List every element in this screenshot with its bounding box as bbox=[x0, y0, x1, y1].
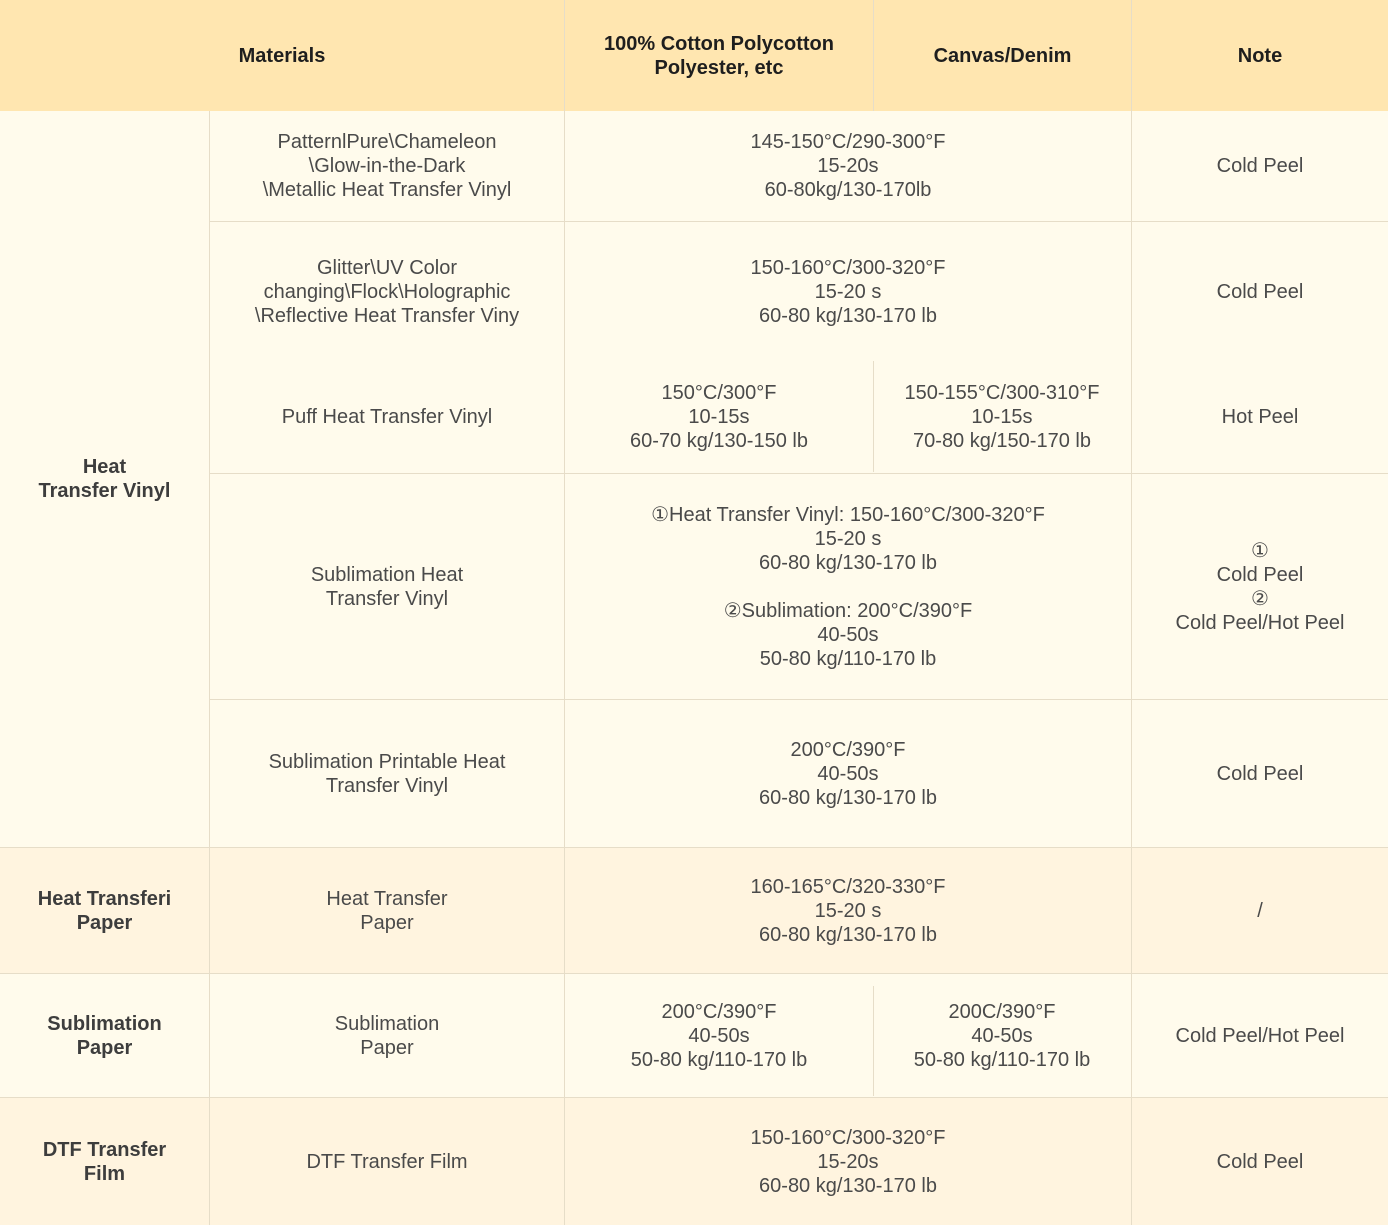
header-materials: Materials bbox=[0, 0, 564, 111]
cotton-settings-cell: 150°C/300°F 10-15s 60-70 kg/130-150 lb bbox=[564, 361, 873, 473]
material-cell: Heat Transfer Paper bbox=[209, 847, 564, 973]
header-canvas: Canvas/Denim bbox=[873, 0, 1131, 111]
note-cell: Cold Peel bbox=[1131, 221, 1388, 361]
material-cell: Sublimation Printable Heat Transfer Vinyl bbox=[209, 699, 564, 847]
canvas-settings-cell: 150-155°C/300-310°F 10-15s 70-80 kg/150-170 lb bbox=[873, 361, 1131, 473]
material-cell: DTF Transfer Film bbox=[209, 1097, 564, 1225]
settings-cell: 150-160°C/300-320°F 15-20 s 60-80 kg/130-170 lb bbox=[564, 221, 1131, 361]
settings-cell: 160-165°C/320-330°F 15-20 s 60-80 kg/130-170 lb bbox=[564, 847, 1131, 973]
settings-cell: ①Heat Transfer Vinyl: 150-160°C/300-320°F 15-20 s 60-80 kg/130-170 lb ②Sublimation: 200°C/390°F 40-50s 50-80 kg/110-170 lb bbox=[564, 473, 1131, 699]
note-cell: / bbox=[1131, 847, 1388, 973]
canvas-settings-cell: 200C/390°F 40-50s 50-80 kg/110-170 lb bbox=[873, 973, 1131, 1097]
settings-cell: 145-150°C/290-300°F 15-20s 60-80kg/130-170lb bbox=[564, 111, 1131, 221]
note-cell: Cold Peel bbox=[1131, 699, 1388, 847]
note-cell: Hot Peel bbox=[1131, 361, 1388, 473]
header-note: Note bbox=[1131, 0, 1388, 111]
note-cell: Cold Peel bbox=[1131, 1097, 1388, 1225]
material-cell: Sublimation Heat Transfer Vinyl bbox=[209, 473, 564, 699]
material-cell: PatternlPure\Chameleon \Glow-in-the-Dark \Metallic Heat Transfer Vinyl bbox=[209, 111, 564, 221]
material-cell: Glitter\UV Color changing\Flock\Holographic \Reflective Heat Transfer Viny bbox=[209, 221, 564, 361]
cotton-settings-cell: 200°C/390°F 40-50s 50-80 kg/110-170 lb bbox=[564, 973, 873, 1097]
material-cell: Puff Heat Transfer Vinyl bbox=[209, 361, 564, 473]
note-cell: ① Cold Peel ② Cold Peel/Hot Peel bbox=[1131, 473, 1388, 699]
settings-cell: 150-160°C/300-320°F 15-20s 60-80 kg/130-170 lb bbox=[564, 1097, 1131, 1225]
material-cell: Sublimation Paper bbox=[209, 973, 564, 1097]
category-dtf-transfer-film: DTF Transfer Film bbox=[0, 1097, 209, 1225]
category-heat-transfer-paper: Heat Transferi Paper bbox=[0, 847, 209, 973]
settings-cell: 200°C/390°F 40-50s 60-80 kg/130-170 lb bbox=[564, 699, 1131, 847]
note-cell: Cold Peel/Hot Peel bbox=[1131, 973, 1388, 1097]
category-heat-transfer-vinyl: Heat Transfer Vinyl bbox=[0, 111, 209, 847]
note-cell: Cold Peel bbox=[1131, 111, 1388, 221]
column-divider bbox=[873, 361, 874, 472]
header-cotton: 100% Cotton Polycotton Polyester, etc bbox=[564, 0, 873, 111]
category-sublimation-paper: Sublimation Paper bbox=[0, 973, 209, 1097]
column-divider bbox=[873, 986, 874, 1096]
